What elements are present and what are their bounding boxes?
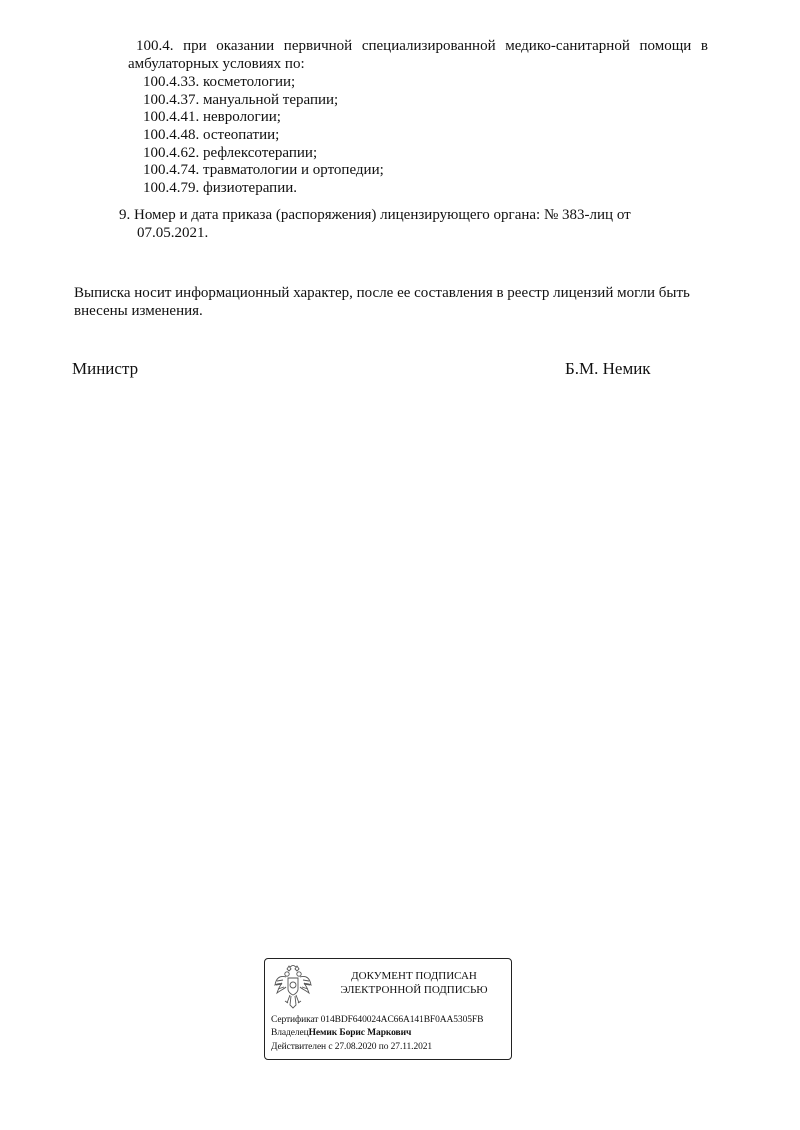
stamp-certificate — [271, 1014, 483, 1026]
stamp-title-line1: ДОКУМЕНТ ПОДПИСАН — [351, 970, 477, 982]
owner-value: Немик Борис Маркович — [308, 1028, 412, 1038]
list-item: 100.4.33. косметологии; — [143, 74, 296, 90]
stamp-title-line2: ЭЛЕКТРОННОЙ ПОДПИСЬЮ — [340, 984, 488, 996]
certificate-label: Сертификат — [271, 1015, 319, 1025]
section-intro-line1: 100.4. при оказании первичной специализированной медико-санитарной помощи в — [136, 38, 708, 54]
section-intro-line2: амбулаторных условиях по: — [128, 56, 305, 72]
order-number-line2: 07.05.2021. — [137, 225, 209, 241]
list-item: 100.4.48. остеопатии; — [143, 127, 280, 143]
list-item: 100.4.41. неврологии; — [143, 109, 281, 125]
double-headed-eagle-icon — [273, 965, 313, 1009]
list-item: 100.4.37. мануальной терапии; — [143, 92, 339, 108]
list-item: 100.4.74. травматологии и ортопедии; — [143, 162, 384, 178]
signatory-name: Б.М. Немик — [565, 359, 651, 378]
notice-line1: Выписка носит информационный характер, после ее составления в реестр лицензий могли быть — [74, 285, 690, 301]
stamp-validity: Действителен с 27.08.2020 по 27.11.2021 — [271, 1042, 433, 1052]
list-item: 100.4.79. физиотерапии. — [143, 180, 298, 196]
order-number-line1: 9. Номер и дата приказа (распоряжения) лицензирующего органа: № 383-лиц от — [119, 207, 631, 223]
list-item: 100.4.62. рефлексотерапии; — [143, 145, 318, 161]
notice-line2: внесены изменения. — [74, 303, 203, 319]
signatory-position: Министр — [72, 359, 139, 378]
electronic-signature-stamp — [264, 958, 512, 1060]
stamp-owner — [271, 1027, 411, 1039]
stamp-title — [321, 969, 507, 997]
certificate-value: 014BDF640024AC66A141BF0AA5305FB — [320, 1015, 484, 1025]
owner-label: Владелец — [271, 1028, 309, 1038]
